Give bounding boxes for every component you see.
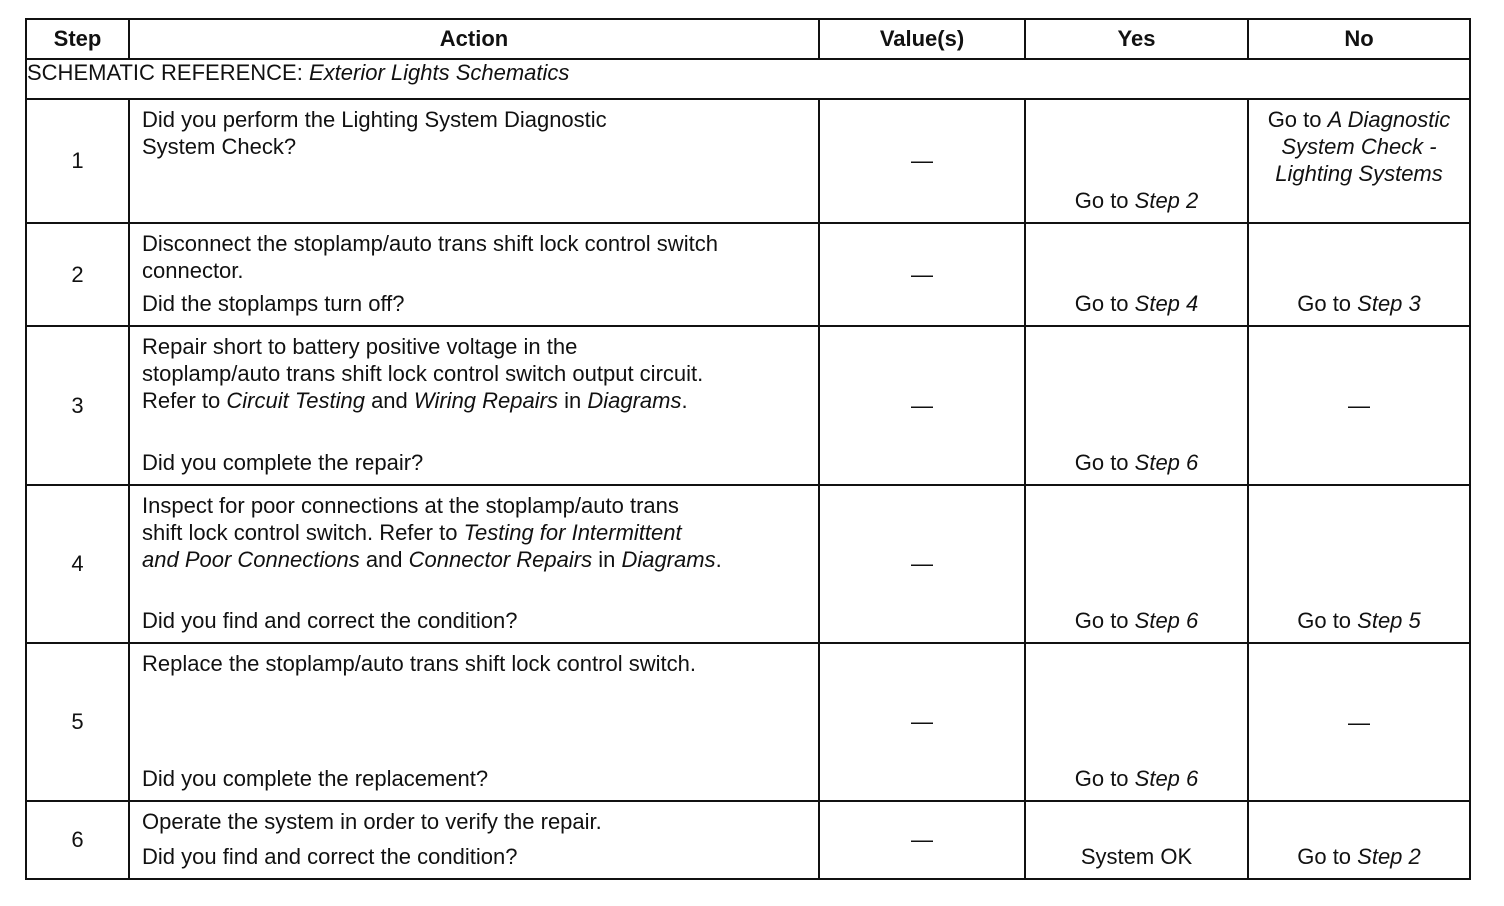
step-number: 5 <box>26 643 129 801</box>
value-cell: — <box>819 326 1025 485</box>
action-question: Did you complete the repair? <box>142 450 424 475</box>
table-row <box>26 643 1470 801</box>
schematic-reference-row <box>26 59 1470 99</box>
diagnostic-table <box>25 18 1471 880</box>
diagrams-link[interactable]: Diagrams <box>621 547 716 572</box>
action-question: Did you find and correct the condition? <box>142 844 518 869</box>
header-no: No <box>1248 19 1470 59</box>
action-question: Did the stoplamps turn off? <box>142 291 405 316</box>
action-refer: and Poor Connections and Connector Repairs in Diagrams. <box>142 547 722 572</box>
action-cell <box>129 99 819 223</box>
yes-cell: Go to Step 4 <box>1025 223 1248 326</box>
action-line: stoplamp/auto trans shift lock control switch output circuit. <box>142 361 704 386</box>
table-row <box>26 99 1470 223</box>
value-cell: — <box>819 643 1025 801</box>
circuit-testing-link[interactable]: Circuit Testing <box>226 388 365 413</box>
reference-link[interactable]: Exterior Lights Schematics <box>308 60 570 85</box>
header-action: Action <box>129 19 819 59</box>
value-cell: — <box>819 485 1025 643</box>
no-cell: Go to A Diagnostic System Check - Lighting Systems <box>1248 99 1470 223</box>
schematic-reference <box>26 59 1470 99</box>
testing-intermittent-link[interactable]: Testing for Intermittent <box>463 520 682 545</box>
no-cell: Go to Step 5 <box>1248 485 1470 643</box>
yes-cell: System OK <box>1025 801 1248 879</box>
diagrams-link[interactable]: Diagrams <box>587 388 682 413</box>
value-cell: — <box>819 223 1025 326</box>
header-yes: Yes <box>1025 19 1248 59</box>
action-cell <box>129 485 819 643</box>
table-row <box>26 485 1470 643</box>
step-link[interactable]: Step 4 <box>1134 291 1199 316</box>
step-link[interactable]: Step 2 <box>1357 844 1421 869</box>
action-cell <box>129 643 819 801</box>
step-link[interactable]: Step 6 <box>1134 766 1199 791</box>
action-line: connector. <box>142 258 244 283</box>
yes-cell: Go to Step 2 <box>1025 99 1248 223</box>
step-number: 6 <box>26 801 129 879</box>
action-question: Did you complete the replacement? <box>142 766 489 791</box>
yes-cell: Go to Step 6 <box>1025 326 1248 485</box>
step-link[interactable]: Step 2 <box>1134 188 1199 213</box>
no-cell: Go to Step 2 <box>1248 801 1470 879</box>
value-cell: — <box>819 99 1025 223</box>
action-cell <box>129 801 819 879</box>
action-line: Operate the system in order to verify the repair. <box>142 809 602 834</box>
yes-cell: Go to Step 6 <box>1025 643 1248 801</box>
step-link[interactable]: Step 5 <box>1357 608 1421 633</box>
action-line: Disconnect the stoplamp/auto trans shift lock control switch <box>142 231 718 256</box>
header-step: Step <box>26 19 129 59</box>
step-link[interactable]: Step 6 <box>1134 608 1199 633</box>
action-line: Inspect for poor connections at the stoplamp/auto trans <box>142 493 679 518</box>
no-cell: — <box>1248 643 1470 801</box>
header-values: Value(s) <box>819 19 1025 59</box>
diagnostic-link[interactable]: A Diagnostic System Check - Lighting Systems <box>1275 107 1451 186</box>
action-refer: Refer to Circuit Testing and Wiring Repairs in Diagrams. <box>142 388 688 413</box>
wiring-repairs-link[interactable]: Wiring Repairs <box>413 388 558 413</box>
step-link[interactable]: Step 3 <box>1357 291 1421 316</box>
step-number: 2 <box>26 223 129 326</box>
step-number: 3 <box>26 326 129 485</box>
table-row <box>26 326 1470 485</box>
header-row <box>26 19 1470 59</box>
action-question: Did you find and correct the condition? <box>142 608 518 633</box>
action-line: Replace the stoplamp/auto trans shift lock control switch. <box>142 651 696 676</box>
no-cell: Go to Step 3 <box>1248 223 1470 326</box>
action-line: Repair short to battery positive voltage in the <box>142 334 578 359</box>
step-number: 1 <box>26 99 129 223</box>
action-refer: shift lock control switch. Refer to Testing for Intermittent <box>142 520 682 545</box>
testing-intermittent-link[interactable]: and Poor Connections <box>142 547 360 572</box>
connector-repairs-link[interactable]: Connector Repairs <box>408 547 593 572</box>
reference-label: SCHEMATIC REFERENCE: <box>27 60 303 85</box>
table-row <box>26 223 1470 326</box>
action-cell <box>129 223 819 326</box>
yes-cell: Go to Step 6 <box>1025 485 1248 643</box>
value-cell: — <box>819 801 1025 879</box>
action-line: System Check? <box>142 134 297 159</box>
step-number: 4 <box>26 485 129 643</box>
no-cell: — <box>1248 326 1470 485</box>
table-row <box>26 801 1470 879</box>
step-link[interactable]: Step 6 <box>1134 450 1199 475</box>
action-line: Did you perform the Lighting System Diagnostic <box>142 107 607 132</box>
action-cell <box>129 326 819 485</box>
